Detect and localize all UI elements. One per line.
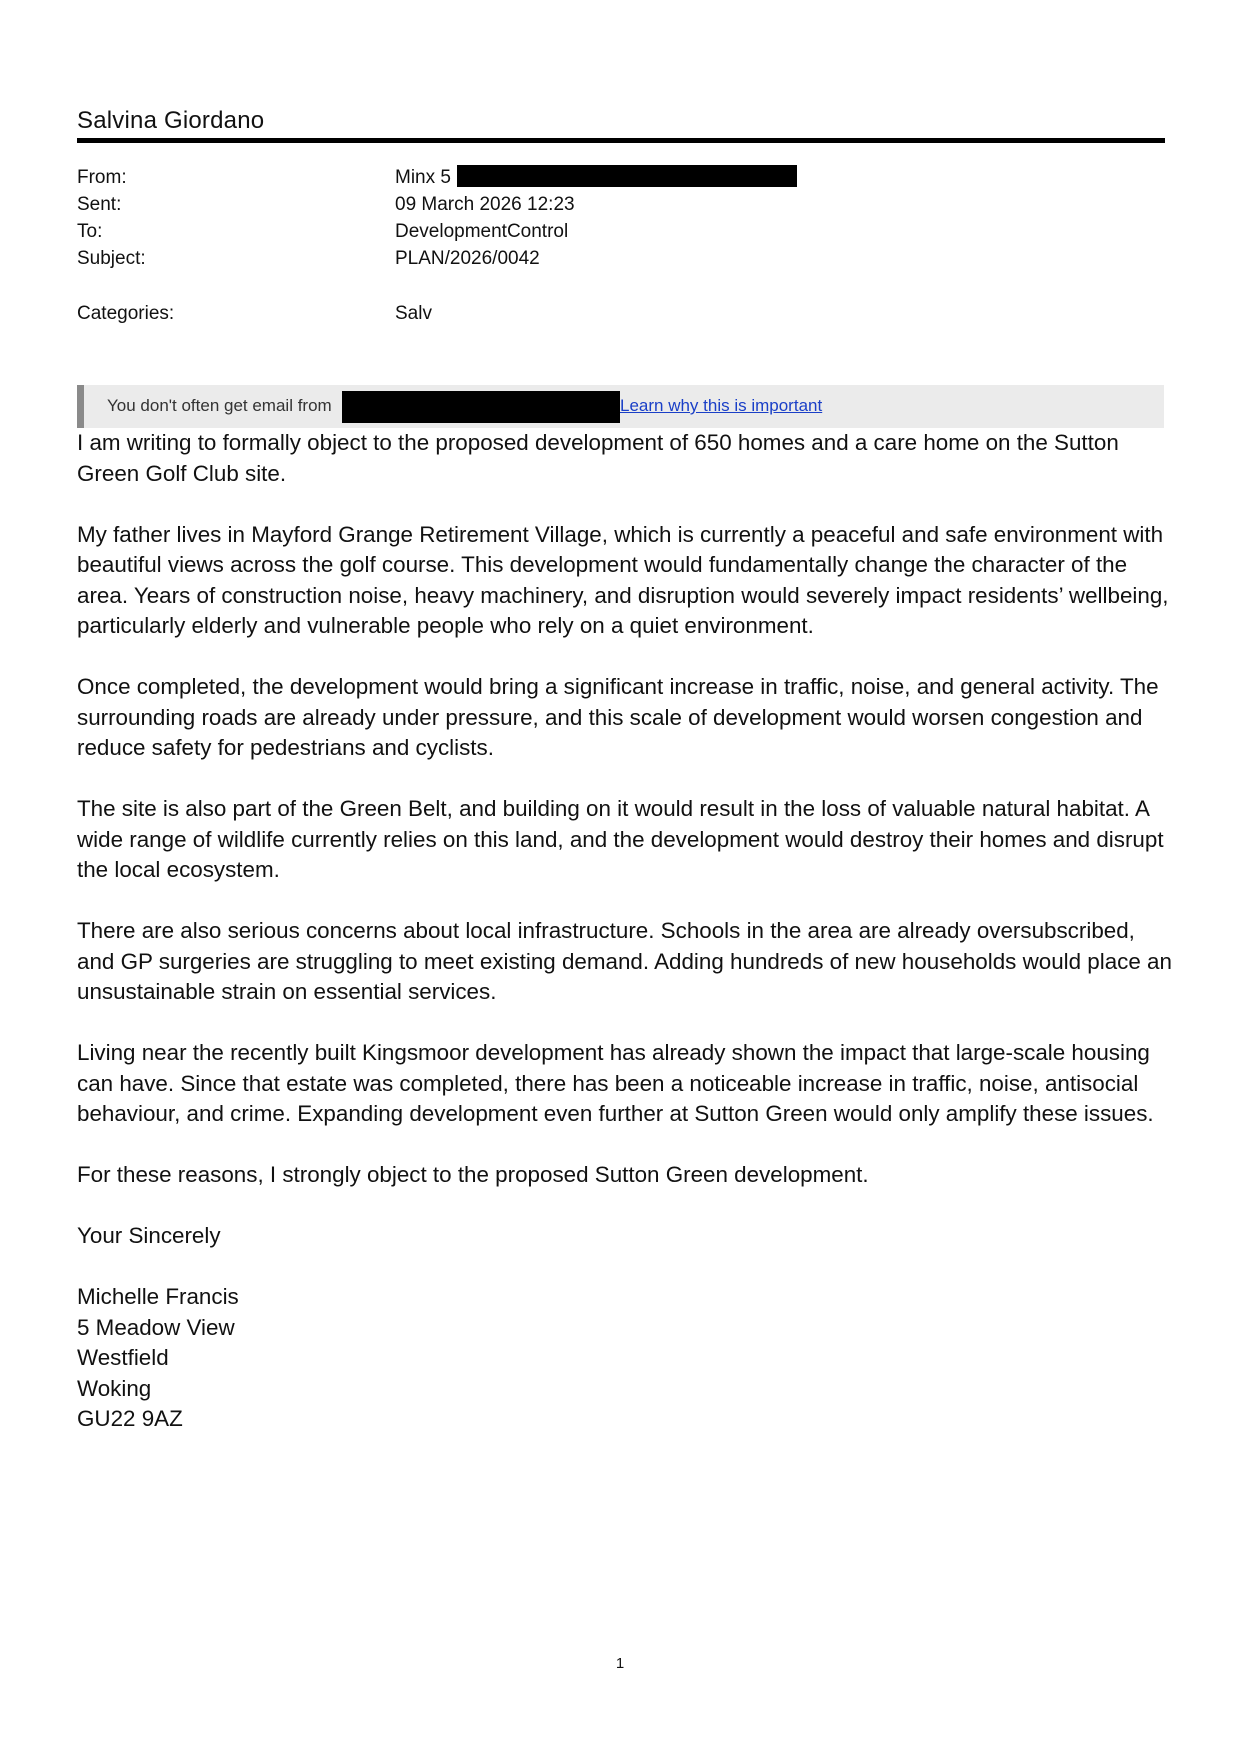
header-rule [77, 138, 1165, 143]
closing-line: Your Sincerely [77, 1223, 221, 1248]
signature-name: Michelle Francis [77, 1284, 239, 1309]
sent-label: Sent: [77, 194, 122, 215]
body-paragraph: I am writing to formally object to the proposed development of 650 homes and a care home on the Sutton Green Golf Club site. [77, 430, 1119, 486]
categories-label: Categories: [77, 303, 175, 324]
learn-why-link[interactable]: Learn why this is important [620, 396, 823, 415]
external-sender-notice [77, 385, 1164, 428]
postcode: GU22 9AZ [77, 1406, 183, 1431]
address-line: Woking [77, 1375, 152, 1401]
redacted-sender-address [342, 391, 620, 423]
body-paragraph: The site is also part of the Green Belt, and building on it would result in the loss of valuable natural habitat. A wide range of wildlife currently relies on this land, and the development would destroy their homes and disrupt the local ecosystem. [77, 796, 1164, 882]
notice-accent-bar [77, 385, 84, 428]
signature-block [77, 1282, 1177, 1435]
categories-value: Salv [395, 303, 432, 324]
redacted-email-address [457, 165, 797, 187]
header-from-row [77, 167, 1165, 191]
page-number: 1 [615, 1655, 625, 1672]
from-label: From: [77, 167, 127, 188]
body-paragraph: For these reasons, I strongly object to the proposed Sutton Green development. [77, 1162, 869, 1187]
to-label: To: [77, 221, 103, 242]
body-paragraph: Once completed, the development would bring a significant increase in traffic, noise, and general activity. The surrounding roads are already under pressure, and this scale of development would worsen congestion and reduce safety for pedestrians and cyclists. [77, 674, 1159, 760]
body-paragraph: Living near the recently built Kingsmoor development has already shown the impact that large-scale housing can have. Since that estate was completed, there has been a noticeable increase in traffic, noise, antisocial behaviour, and crime. Expanding development even further at Sutton Green would only amplify these issues. [77, 1040, 1154, 1126]
address-line: 5 Meadow View [77, 1314, 235, 1340]
header-to-row [77, 221, 1165, 245]
subject-label: Subject: [77, 248, 146, 269]
body-paragraph: My father lives in Mayford Grange Retirement Village, which is currently a peaceful and safe environment with beautiful views across the golf course. This development would fundamentally change the character of the area. Years of construction noise, heavy machinery, and disruption would severely impact residents’ wellbeing, particularly elderly and vulnerable people who rely on a quiet environment. [77, 521, 1169, 638]
header-categories-row [77, 303, 1165, 327]
header-subject-row [77, 248, 1165, 272]
mailbox-owner-name: Salvina Giordano [77, 107, 265, 134]
email-body [77, 428, 1177, 1465]
body-paragraph: There are also serious concerns about local infrastructure. Schools in the area are already oversubscribed, and GP surgeries are struggling to meet existing demand. Adding hundreds of new households would place an unsustainable strain on essential services. [77, 918, 1172, 1004]
from-value [395, 167, 797, 189]
from-sender-name: Minx 5 [395, 167, 451, 189]
to-value: DevelopmentControl [395, 221, 569, 242]
address-line: Westfield [77, 1345, 169, 1370]
subject-value: PLAN/2026/0042 [395, 248, 540, 269]
header-sent-row [77, 194, 1165, 218]
sent-value: 09 March 2026 12:23 [395, 194, 575, 215]
notice-text: You don't often get email from [107, 396, 332, 415]
